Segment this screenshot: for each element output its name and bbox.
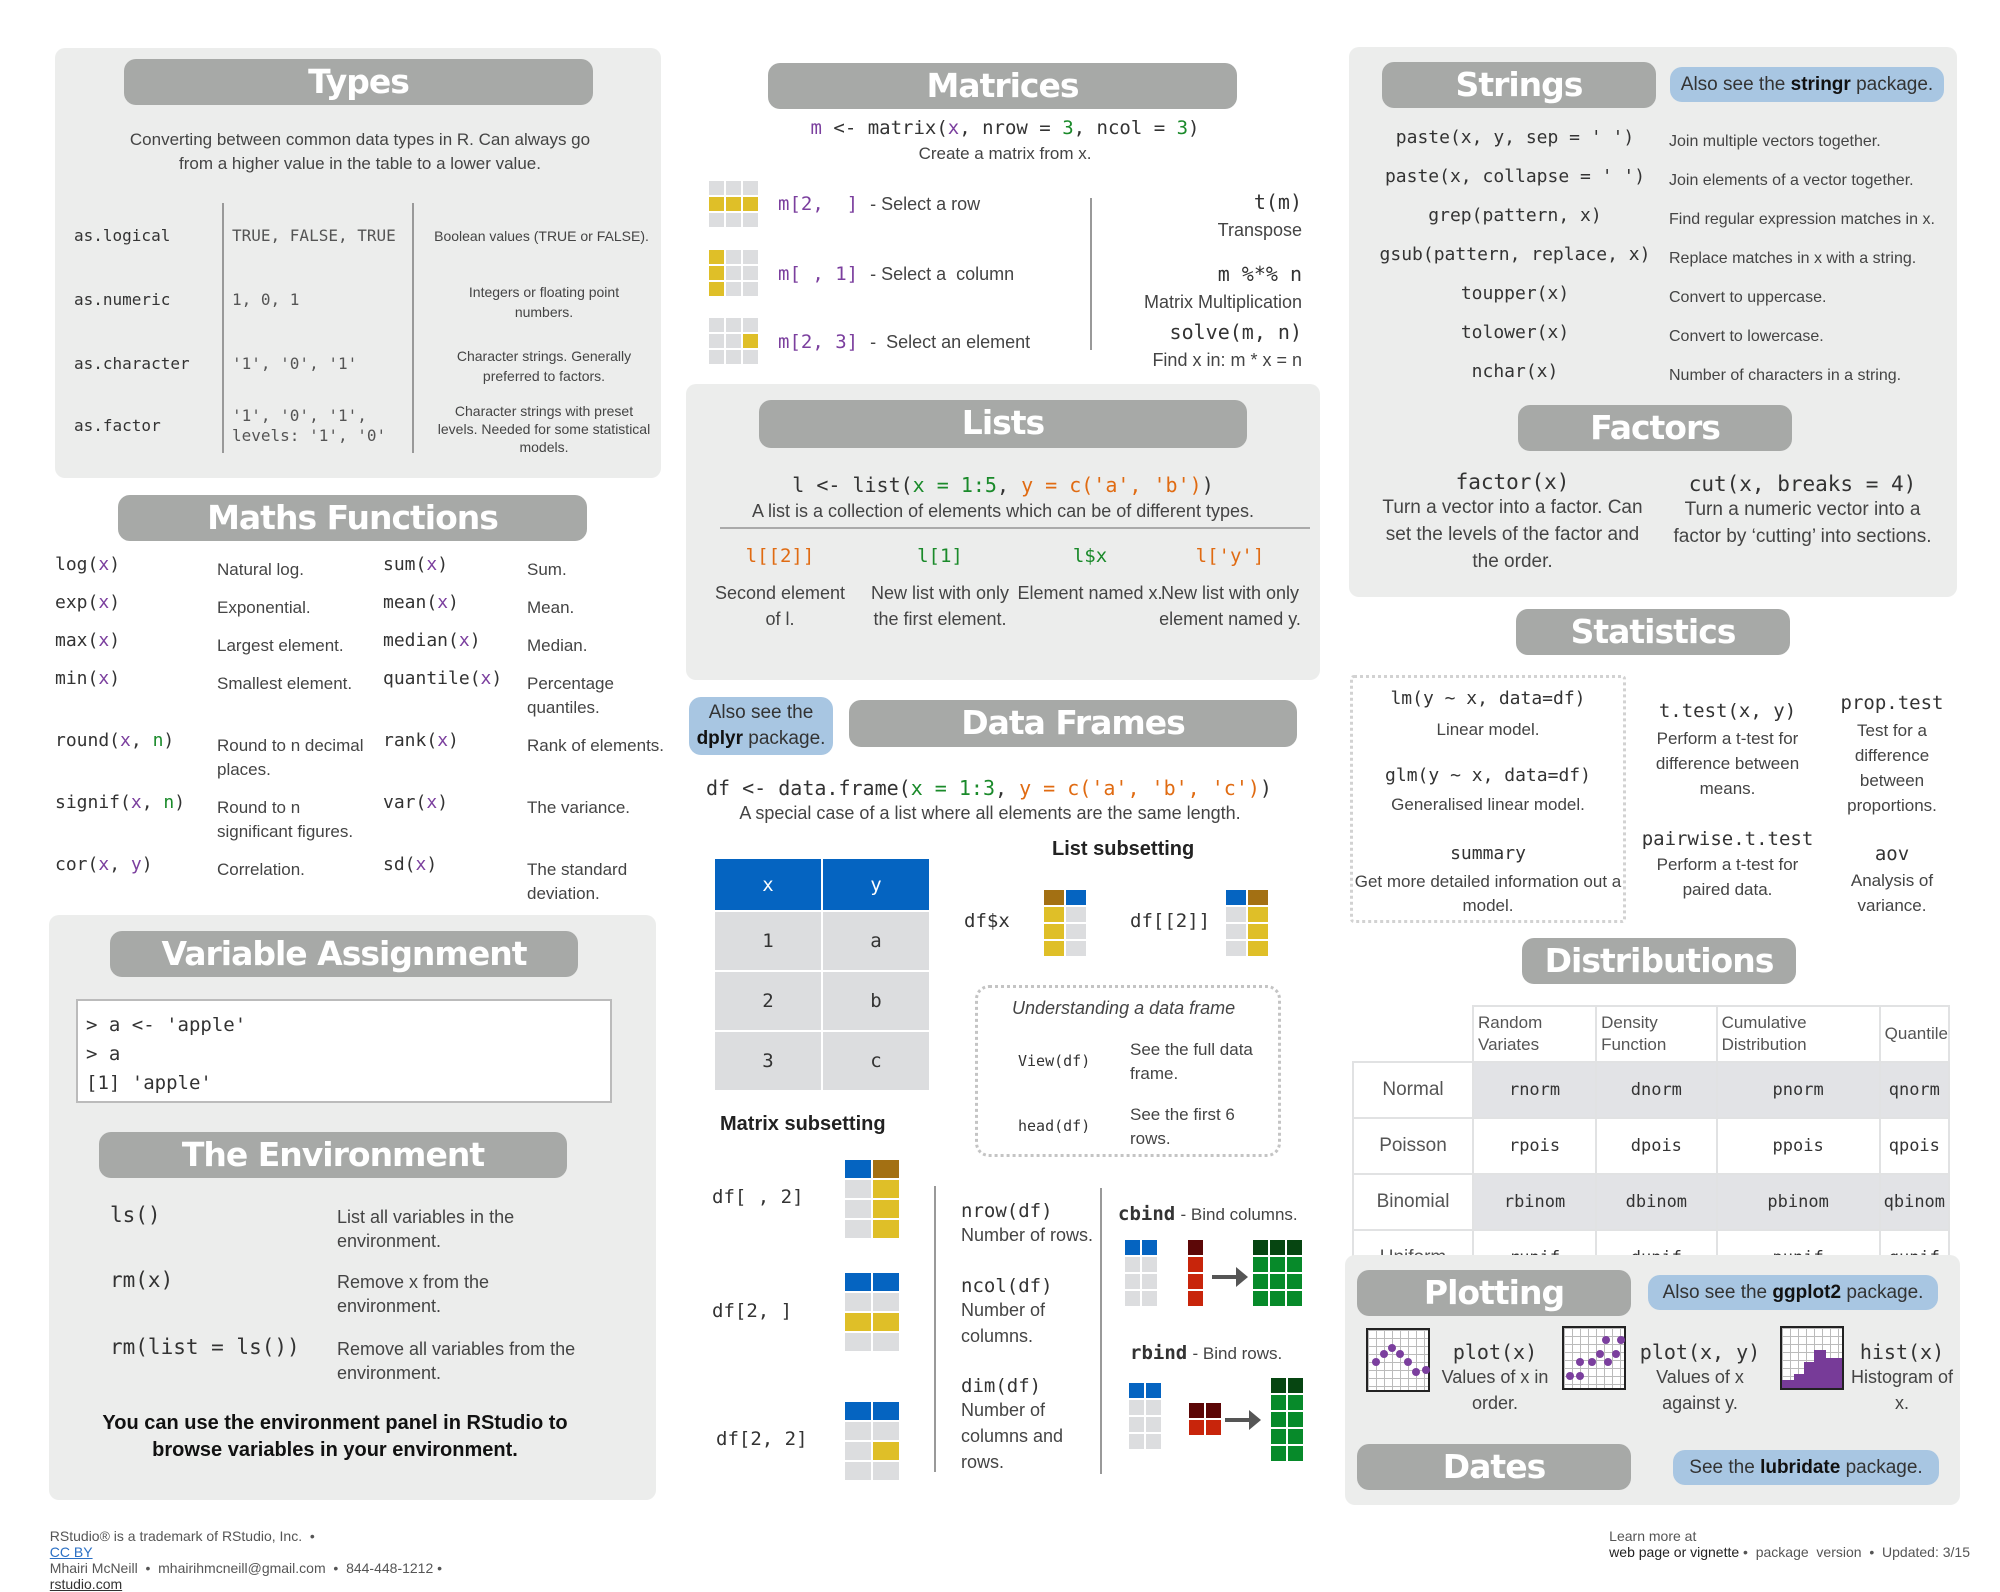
factors-title: Factors xyxy=(1518,405,1792,451)
arg: x xyxy=(98,854,110,875)
cbind-arrow-icon xyxy=(1212,1275,1240,1279)
code-token: 3 xyxy=(1176,117,1189,139)
cbind-label: cbind - Bind columns. xyxy=(1118,1203,1298,1225)
arg: x xyxy=(130,792,142,813)
math-function: exp(x) xyxy=(55,592,121,613)
string-fn: paste(x, collapse = ' ') xyxy=(1384,166,1646,187)
ggplot2-badge[interactable]: Also see the ggplot2 package. xyxy=(1648,1275,1938,1310)
string-fn: grep(pattern, x) xyxy=(1428,205,1602,226)
math-args xyxy=(459,630,470,651)
stats-test-code: pairwise.t.test xyxy=(1641,828,1814,850)
code-token: x xyxy=(947,117,960,139)
dist-header: Quantile xyxy=(1880,1006,1949,1062)
dates-title: Dates xyxy=(1357,1444,1631,1490)
dist-fn: dnorm xyxy=(1596,1062,1716,1118)
console-box: > a <- 'apple' > a [1] 'apple' xyxy=(76,999,612,1103)
math-desc: Smallest element. xyxy=(217,674,353,693)
math-desc: The standard deviation. xyxy=(527,860,628,903)
matrix-col-select-icon xyxy=(709,250,758,296)
matrix-select-item xyxy=(778,330,1030,354)
code-token: y = c('a', 'b') xyxy=(1021,473,1202,497)
dist-fn: qnorm xyxy=(1880,1062,1949,1118)
code-token: y = c('a', 'b', 'c') xyxy=(1019,776,1260,800)
string-fn: gsub(pattern, replace, x) xyxy=(1379,244,1651,265)
statistics-title: Statistics xyxy=(1516,609,1790,655)
string-desc: Join elements of a vector together. xyxy=(1669,172,1914,189)
plotting-title: Plotting xyxy=(1357,1270,1631,1316)
view-df-desc: See the full data frame. xyxy=(1130,1040,1253,1083)
list-create-code xyxy=(686,473,1320,497)
math-function: sd(x) xyxy=(383,854,438,875)
matrix-op-desc: Transpose xyxy=(1217,220,1302,240)
arg: x xyxy=(98,668,110,689)
math-desc: Rank of elements. xyxy=(527,736,665,755)
df-cell: 3 xyxy=(714,1031,822,1091)
arg: n xyxy=(152,730,164,751)
math-desc: Mean. xyxy=(527,598,575,617)
stats-other-desc: Analysis of variance. xyxy=(1850,871,1934,915)
strings-title: Strings xyxy=(1382,62,1656,108)
string-fn: tolower(x) xyxy=(1460,322,1570,343)
matrix-op-code: solve(m, n) xyxy=(1169,320,1302,344)
dist-fn: rbinom xyxy=(1473,1174,1596,1230)
df-cell: 2 xyxy=(714,971,822,1031)
rstudio-link[interactable]: rstudio.com xyxy=(49,1576,123,1592)
types-title: Types xyxy=(124,59,593,105)
stats-other-code: aov xyxy=(1874,843,1910,865)
stats-model-code: glm(y ~ x, data=df) xyxy=(1385,765,1591,786)
math-args xyxy=(98,554,109,575)
dist-fn: pbinom xyxy=(1717,1174,1880,1230)
arg: x xyxy=(98,592,110,613)
string-desc: Number of characters in a string. xyxy=(1669,367,1902,384)
matrix-select-code: m[2, 3] xyxy=(778,331,859,353)
code-token: , nrow = xyxy=(959,117,1063,139)
code-token: m xyxy=(810,117,822,139)
stats-test-desc: Perform a t-test for difference between means. xyxy=(1655,729,1800,798)
dist-name: Binomial xyxy=(1353,1174,1473,1230)
stats-model-desc: Generalised linear model. xyxy=(1391,795,1585,814)
string-desc: Replace matches in x with a string. xyxy=(1669,250,1917,267)
df-cell: a xyxy=(822,911,930,971)
df-dim-code: nrow(df) xyxy=(961,1200,1053,1222)
stats-model-code: summary xyxy=(1450,843,1526,864)
arg: x xyxy=(98,554,110,575)
df-dollar-x: df$x xyxy=(964,910,1010,932)
code-token: x = 1:3 xyxy=(910,776,995,800)
environment-note: You can use the environment panel in RStudio to browse variables in your environment. xyxy=(102,1412,568,1461)
arg: y xyxy=(130,854,142,875)
math-args xyxy=(437,730,448,751)
matrix-create-desc: Create a matrix from x. xyxy=(918,144,1092,163)
code-token: ) xyxy=(1201,473,1214,497)
df-cell: 1 xyxy=(714,911,822,971)
cut-item: cut(x, breaks = 4) Turn a numeric vector into a factor by ‘cutting’ into sections. xyxy=(1673,472,1932,547)
matrix-select-code: m[ , 1] xyxy=(778,263,859,285)
code-token: , xyxy=(996,473,1022,497)
math-desc: The variance. xyxy=(527,798,630,817)
code-token: x = 1:5 xyxy=(912,473,997,497)
list-item-desc: Element named x. xyxy=(1017,583,1163,603)
dist-fn: rnorm xyxy=(1473,1062,1596,1118)
types-row: as.logical TRUE, FALSE, TRUE Boolean values (TRUE or FALSE). xyxy=(74,226,649,245)
maths-title: Maths Functions xyxy=(118,495,587,541)
string-desc: Convert to uppercase. xyxy=(1669,289,1827,306)
web-page-link[interactable]: web page or vignette xyxy=(1609,1544,1740,1560)
stats-model-code: lm(y ~ x, data=df) xyxy=(1390,688,1586,709)
dist-header: Random Variates xyxy=(1473,1006,1596,1062)
string-desc: Join multiple vectors together. xyxy=(1669,133,1881,150)
matrix-op-code: t(m) xyxy=(1253,190,1302,214)
math-desc: Round to n decimal places. xyxy=(217,736,364,779)
factor-item: factor(x) Turn a vector into a factor. Can set the levels of the factor and the order. xyxy=(1382,470,1643,572)
math-function: log(x) xyxy=(55,554,121,575)
rbind-arrow-icon xyxy=(1225,1418,1253,1422)
df-col2-icon xyxy=(1226,890,1268,956)
cbind-result-icon xyxy=(1253,1240,1302,1306)
math-function: mean(x) xyxy=(383,592,459,613)
df-create-desc: A special case of a list where all elements are the same length. xyxy=(739,803,1241,823)
matrix-element-select-icon xyxy=(709,318,758,364)
dist-fn: dbinom xyxy=(1596,1174,1716,1230)
lists-title: Lists xyxy=(759,400,1247,448)
matrix-subsetting-title: Matrix subsetting xyxy=(720,1113,886,1135)
string-fn: paste(x, y, sep = ' ') xyxy=(1395,127,1635,148)
rbind-top-icon xyxy=(1129,1383,1161,1449)
matrix-row-select-icon xyxy=(709,181,758,227)
list-item-code: l$x xyxy=(1072,545,1108,567)
math-desc: Natural log. xyxy=(217,560,304,579)
list-subsetting-title: List subsetting xyxy=(1052,838,1195,860)
math-function: round(x, n) xyxy=(55,730,175,751)
code-token: , ncol = xyxy=(1073,117,1177,139)
math-function: median(x) xyxy=(383,630,481,651)
df-col-select-icon xyxy=(845,1160,899,1238)
arg: x xyxy=(426,554,438,575)
hist-item: hist(x) Histogram of x. xyxy=(1850,1340,1954,1413)
df-header-cell: y xyxy=(822,858,930,911)
head-df: head(df) xyxy=(1018,1117,1091,1135)
df-col-select: df[ , 2] xyxy=(712,1186,804,1208)
rbind-bottom-icon xyxy=(1189,1403,1221,1435)
histogram-icon xyxy=(1780,1326,1844,1390)
matrix-create-code xyxy=(700,117,1310,139)
matrix-op-desc: Matrix Multiplication xyxy=(1143,292,1302,312)
arg: x xyxy=(120,730,131,751)
df-col1-icon xyxy=(1044,890,1086,956)
footer-left: RStudio® is a trademark of RStudio, Inc. • CC BY Mhairi McNeill • mhairihmcneill@gmail.com • 844-448-1212 • rstudio.com xyxy=(49,1528,443,1592)
code-token: <- matrix( xyxy=(821,117,948,139)
math-function: rank(x) xyxy=(383,730,459,751)
df-dim-code: dim(df) xyxy=(961,1375,1042,1397)
math-function: cor(x, y) xyxy=(55,854,153,875)
code-token: , xyxy=(995,776,1020,800)
matrices-title: Matrices xyxy=(768,63,1237,109)
view-df: View(df) xyxy=(1018,1052,1091,1070)
df-divider xyxy=(934,1186,936,1472)
lubridate-badge[interactable]: See the lubridate package. xyxy=(1673,1450,1939,1485)
math-function: min(x) xyxy=(55,668,121,689)
dist-header: Cumulative Distribution xyxy=(1717,1006,1880,1062)
stats-other-desc: Test for a difference between proportions. xyxy=(1847,721,1937,815)
stats-model-desc: Get more detailed information out a model. xyxy=(1354,872,1622,915)
string-desc: Find regular expression matches in x. xyxy=(1669,211,1935,228)
cbind-left-icon xyxy=(1125,1240,1157,1306)
matrix-select-code: m[2, ] xyxy=(778,193,859,215)
code-token: ) xyxy=(1188,117,1200,139)
list-item-code: l[1] xyxy=(917,545,963,567)
stats-test-code: t.test(x, y) xyxy=(1658,700,1797,722)
df-dim-desc: Number of columns and rows. xyxy=(961,1400,1064,1472)
matrix-select-desc: - Select a column xyxy=(870,264,1015,284)
dist-fn: qpois xyxy=(1880,1118,1949,1174)
types-row: as.factor '1', '0', '1', levels: '1', '0' Character strings with preset levels. Needed for some statistical models. xyxy=(74,403,651,455)
arg: x xyxy=(480,668,492,689)
stats-other-code: prop.test xyxy=(1840,692,1944,714)
math-args xyxy=(426,792,437,813)
variable-assignment-title: Variable Assignment xyxy=(110,931,578,977)
distributions-title: Distributions xyxy=(1522,938,1796,984)
cbind-right-icon xyxy=(1188,1240,1203,1306)
string-desc: Convert to lowercase. xyxy=(1669,328,1824,345)
math-args: x, n xyxy=(120,730,164,751)
math-args xyxy=(426,554,437,575)
math-function: signif(x, n) xyxy=(55,792,186,813)
arg: x xyxy=(415,854,427,875)
arg: x xyxy=(437,592,449,613)
math-desc: Largest element. xyxy=(217,636,344,655)
math-desc: Percentage quantiles. xyxy=(527,674,614,717)
dist-fn: dpois xyxy=(1596,1118,1716,1174)
stats-model-desc: Linear model. xyxy=(1436,720,1540,739)
dist-corner xyxy=(1353,1006,1473,1062)
math-desc: Sum. xyxy=(527,560,567,579)
math-desc: Round to n significant figures. xyxy=(217,798,354,841)
list-item-desc: New list with only the first element. xyxy=(870,583,1010,629)
math-function: max(x) xyxy=(55,630,121,651)
df-dim-code: ncol(df) xyxy=(961,1275,1053,1297)
df-table xyxy=(713,857,931,1092)
code-token: 3 xyxy=(1062,117,1074,139)
arg: x xyxy=(437,730,449,751)
rbind-result-icon xyxy=(1271,1378,1303,1461)
df-create-code xyxy=(706,776,1272,800)
math-desc: Correlation. xyxy=(217,860,305,879)
math-desc: Median. xyxy=(527,636,588,655)
df-row-select-icon xyxy=(845,1273,899,1351)
df-double-bracket-2: df[[2]] xyxy=(1130,910,1211,932)
code-token: l <- list( xyxy=(792,473,913,497)
list-item-code: l['y'] xyxy=(1195,545,1265,567)
dist-fn: pnorm xyxy=(1717,1062,1880,1118)
footer-right: Learn more at web page or vignette • package version • Updated: 3/15 xyxy=(1609,1528,1970,1560)
math-args xyxy=(98,630,109,651)
arg: x xyxy=(426,792,438,813)
types-intro: Converting between common data types in R. Can always go from a higher value in the table to a lower value. xyxy=(129,130,591,173)
code-token: ) xyxy=(1259,776,1272,800)
math-function: var(x) xyxy=(383,792,449,813)
dist-header: Density Function xyxy=(1596,1006,1716,1062)
list-item-desc: Second element of l. xyxy=(714,583,846,629)
matrices-divider xyxy=(1090,198,1092,350)
understanding-title: Understanding a data frame xyxy=(1012,998,1236,1018)
list-item-code: l[[2]] xyxy=(745,545,815,567)
lists-divider xyxy=(720,527,1310,529)
dist-name: Poisson xyxy=(1353,1118,1473,1174)
plot-x-item: plot(x) Values of x in order. xyxy=(1441,1340,1549,1413)
cc-by-link[interactable]: CC BY xyxy=(49,1544,93,1560)
data-frames-title: Data Frames xyxy=(849,700,1297,747)
arg: n xyxy=(163,792,175,813)
df-element-select: df[2, 2] xyxy=(716,1428,808,1450)
list-create-desc: A list is a collection of elements which can be of different types. xyxy=(752,501,1254,521)
df-row-select: df[2, ] xyxy=(712,1300,793,1322)
arg: x xyxy=(458,630,470,651)
plot-xy-item: plot(x, y) Values of x against y. xyxy=(1639,1340,1761,1413)
df-dim-desc: Number of rows. xyxy=(961,1225,1094,1245)
plot-xy-icon xyxy=(1562,1326,1626,1390)
environment-title: The Environment xyxy=(99,1132,567,1178)
distributions-table xyxy=(1352,1005,1950,1287)
matrix-select-desc: - Select an element xyxy=(870,332,1031,352)
df-header-cell: x xyxy=(714,858,822,911)
math-function: sum(x) xyxy=(383,554,449,575)
dist-name: Normal xyxy=(1353,1062,1473,1118)
head-df-desc: See the first 6 rows. xyxy=(1130,1105,1235,1148)
matrix-select-item xyxy=(778,262,1014,286)
math-function: quantile(x) xyxy=(383,668,503,689)
arg: x xyxy=(98,630,110,651)
df-element-select-icon xyxy=(845,1402,899,1480)
math-args: x, n xyxy=(130,792,175,813)
matrix-op-code: m %*% n xyxy=(1217,262,1302,286)
math-args xyxy=(98,668,109,689)
math-args xyxy=(98,592,109,613)
math-args xyxy=(481,668,492,689)
rbind-label: rbind - Bind rows. xyxy=(1130,1342,1283,1364)
dist-fn: rpois xyxy=(1473,1118,1596,1174)
math-args xyxy=(416,854,427,875)
df-cell: b xyxy=(822,971,930,1031)
matrix-select-item xyxy=(778,192,980,216)
code-token: df <- data.frame( xyxy=(706,776,911,800)
matrix-op-desc: Find x in: m * x = n xyxy=(1152,350,1302,370)
math-args: x, y xyxy=(98,854,142,875)
list-item-desc: New list with only element named y. xyxy=(1159,583,1301,629)
df-dim-desc: Number of columns. xyxy=(961,1300,1046,1346)
dplyr-badge[interactable]: Also see the dplyr package. xyxy=(689,697,833,755)
types-row: as.numeric 1, 0, 1 Integers or floating point numbers. xyxy=(74,284,620,320)
df-cell: c xyxy=(822,1031,930,1091)
string-fn: toupper(x) xyxy=(1460,283,1570,304)
plot-x-icon xyxy=(1366,1328,1430,1392)
matrix-select-desc: - Select a row xyxy=(870,194,981,214)
stringr-badge[interactable]: Also see the stringr package. xyxy=(1670,67,1944,102)
math-args xyxy=(437,592,448,613)
math-desc: Exponential. xyxy=(217,598,311,617)
string-fn: nchar(x) xyxy=(1471,361,1559,382)
stats-test-desc: Perform a t-test for paired data. xyxy=(1656,855,1799,899)
types-row: as.character '1', '0', '1' Character strings. Generally preferred to factors. xyxy=(74,348,632,384)
dist-fn: qbinom xyxy=(1880,1174,1949,1230)
dist-fn: ppois xyxy=(1717,1118,1880,1174)
